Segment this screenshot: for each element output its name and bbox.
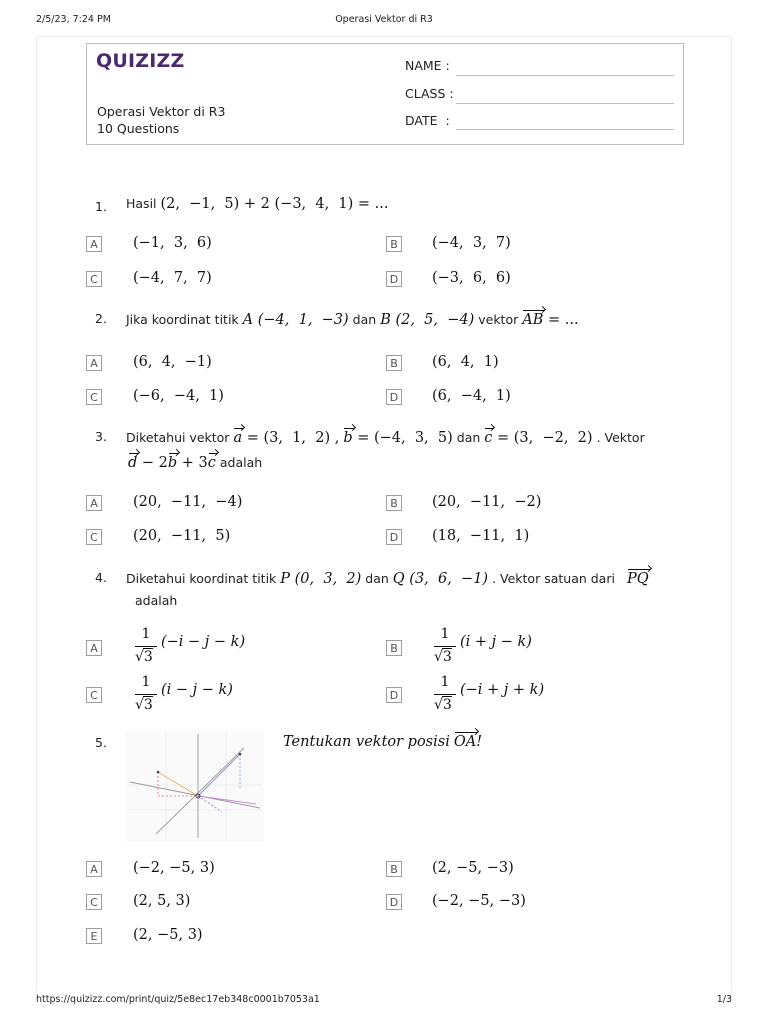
q3-plus: + 3 xyxy=(177,455,208,471)
q2-text-1: Jika koordinat titik xyxy=(126,312,239,327)
q2-equals: = ... xyxy=(543,312,579,328)
q5-option-c[interactable]: (2, 5, 3) xyxy=(133,893,191,909)
question-number: 2. xyxy=(95,311,107,326)
name-field-line xyxy=(456,75,674,76)
question-number: 5. xyxy=(95,735,107,750)
q2-option-c[interactable]: (−6, −4, 1) xyxy=(133,388,224,404)
q4-text-3: . Vektor satuan dari xyxy=(492,571,615,586)
q2-text-2: dan xyxy=(352,312,377,327)
q3-vector-a: a xyxy=(233,430,243,446)
quiz-title: Operasi Vektor di R3 xyxy=(97,104,226,119)
q3-vector-c2: c xyxy=(207,455,216,471)
option-letter-d: D xyxy=(386,389,402,405)
class-field-line xyxy=(456,103,674,104)
question-3-line-1 xyxy=(126,430,645,446)
print-doc-title: Operasi Vektor di R3 xyxy=(335,14,433,25)
fraction-bar xyxy=(434,694,456,695)
option-letter-b: B xyxy=(386,495,402,511)
fraction-numerator: 1 xyxy=(141,674,151,690)
question-count: 10 Questions xyxy=(97,121,180,136)
option-letter-c: C xyxy=(86,389,102,405)
option-letter-b: B xyxy=(386,861,402,877)
option-letter-a: A xyxy=(86,495,102,511)
q2-text-3: vektor xyxy=(478,312,519,327)
class-label: CLASS : xyxy=(405,86,454,101)
q4-text-4: adalah xyxy=(135,593,178,608)
fraction-denominator: √3 xyxy=(434,697,452,713)
option-letter-d: D xyxy=(386,687,402,703)
option-letter-d: D xyxy=(386,529,402,545)
print-header xyxy=(0,14,768,30)
q5-text: Tentukan vektor posisi xyxy=(283,734,450,750)
q3-option-a[interactable]: (20, −11, −4) xyxy=(133,494,243,510)
q2-option-a[interactable]: (6, 4, −1) xyxy=(133,354,212,370)
question-number: 1. xyxy=(95,199,107,214)
option-letter-b: B xyxy=(386,355,402,371)
q4-option-d-expr: (−i + j + k) xyxy=(460,682,545,698)
q1-lead: Hasil xyxy=(126,196,157,211)
q1-option-a[interactable]: (−1, 3, 6) xyxy=(133,235,212,251)
q2-vector-ab: AB xyxy=(522,312,544,328)
option-letter-d: D xyxy=(386,271,402,287)
q5-option-e[interactable]: (2, −5, 3) xyxy=(133,927,203,943)
q3-option-d[interactable]: (18, −11, 1) xyxy=(432,528,530,544)
q5-option-b[interactable]: (2, −5, −3) xyxy=(432,860,514,876)
question-5-text xyxy=(283,734,482,750)
option-letter-c: C xyxy=(86,894,102,910)
q3-text-1: Diketahui vektor xyxy=(126,430,230,445)
q4-option-a-expr: (−i − j − k) xyxy=(161,634,246,650)
q5-end: ! xyxy=(476,734,483,750)
option-letter-c: C xyxy=(86,529,102,545)
fraction-denominator: √3 xyxy=(135,697,153,713)
option-letter-b: B xyxy=(386,640,402,656)
fraction-denominator: √3 xyxy=(434,649,452,665)
fraction-bar xyxy=(434,646,456,647)
question-number: 3. xyxy=(95,429,107,444)
3d-axes-graph xyxy=(126,730,264,842)
q2-option-d[interactable]: (6, −4, 1) xyxy=(432,388,511,404)
q2-point-a: A (−4, 1, −3) xyxy=(242,312,349,328)
q1-option-b[interactable]: (−4, 3, 7) xyxy=(432,235,511,251)
print-url: https://quizizz.com/print/quiz/5e8ec17eb348c0001b7053a1 xyxy=(36,994,320,1005)
q4-text-1: Diketahui koordinat titik xyxy=(126,571,277,586)
q2-point-b: B (2, 5, −4) xyxy=(380,312,475,328)
q3-vector-b: b xyxy=(343,430,353,446)
question-4-line-1 xyxy=(126,571,649,587)
q3-text-3: . Vektor xyxy=(596,430,645,445)
date-label: DATE : xyxy=(405,113,450,128)
option-letter-a: A xyxy=(86,236,102,252)
q2-option-b[interactable]: (6, 4, 1) xyxy=(432,354,499,370)
q5-option-a[interactable]: (−2, −5, 3) xyxy=(133,860,215,876)
q3-vector-c: c xyxy=(484,430,493,446)
option-letter-a: A xyxy=(86,861,102,877)
q4-option-c-expr: (i − j − k) xyxy=(161,682,233,698)
vector-3d-graph-image xyxy=(126,730,264,842)
option-letter-d: D xyxy=(386,894,402,910)
print-page-number: 1/3 xyxy=(716,994,732,1005)
q4-point-p: P (0, 3, 2) xyxy=(280,571,362,587)
q4-vector-pq: PQ xyxy=(626,571,649,587)
option-letter-c: C xyxy=(86,687,102,703)
q3-value-a: = (3, 1, 2) , xyxy=(242,430,340,446)
question-3-line-2 xyxy=(128,455,262,471)
q1-option-d[interactable]: (−3, 6, 6) xyxy=(432,270,511,286)
page-card xyxy=(36,36,732,990)
q3-vector-b2: b xyxy=(167,455,178,471)
q3-value-b: = (−4, 3, 5) xyxy=(352,430,453,446)
q3-text-4: adalah xyxy=(219,455,263,470)
fraction-numerator: 1 xyxy=(440,674,450,690)
name-label: NAME : xyxy=(405,58,450,73)
question-number: 4. xyxy=(95,570,107,585)
q1-expression: (2, −1, 5) + 2 (−3, 4, 1) = ... xyxy=(160,196,389,212)
option-letter-a: A xyxy=(86,355,102,371)
print-datetime: 2/5/23, 7:24 PM xyxy=(36,14,111,25)
q3-value-c: = (3, −2, 2) xyxy=(492,430,593,446)
fraction-numerator: 1 xyxy=(440,626,450,642)
option-letter-e: E xyxy=(86,928,102,944)
q3-minus: − 2 xyxy=(137,455,168,471)
q4-option-b-expr: (i + j − k) xyxy=(460,634,532,650)
q3-option-c[interactable]: (20, −11, 5) xyxy=(133,528,231,544)
option-letter-c: C xyxy=(86,271,102,287)
fraction-numerator: 1 xyxy=(141,626,151,642)
quizizz-logo: QUIZIZZ xyxy=(96,50,185,72)
q5-option-d[interactable]: (−2, −5, −3) xyxy=(432,893,526,909)
question-1-text xyxy=(126,196,389,212)
q3-vector-d: d xyxy=(128,455,138,471)
q5-vector-oa: OA xyxy=(453,734,477,750)
q1-option-c[interactable]: (−4, 7, 7) xyxy=(133,270,212,286)
fraction-bar xyxy=(135,694,157,695)
fraction-denominator: √3 xyxy=(135,649,153,665)
option-letter-b: B xyxy=(386,236,402,252)
date-field-line xyxy=(456,129,674,130)
q3-text-2: dan xyxy=(456,430,481,445)
question-2-text xyxy=(126,312,579,328)
option-letter-a: A xyxy=(86,640,102,656)
fraction-bar xyxy=(135,646,157,647)
q4-point-q: Q (3, 6, −1) xyxy=(392,571,489,587)
q3-option-b[interactable]: (20, −11, −2) xyxy=(432,494,542,510)
q4-text-2: dan xyxy=(365,571,389,586)
